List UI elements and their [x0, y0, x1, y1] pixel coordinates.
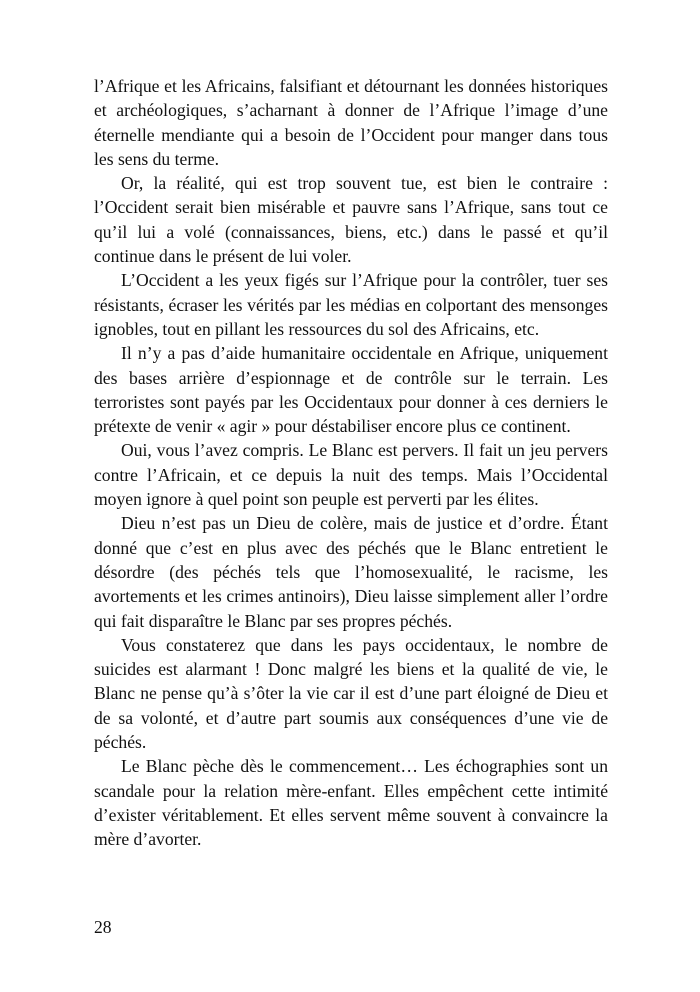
paragraph-2: Or, la réalité, qui est trop souvent tue, est bien le contraire : l’Occident serait bien misérable et pauvre sans l’Afrique, sans tout ce qu’il lui a volé (connaissances, biens, etc.) dans le passé et qu’il continue dans le présent de lui voler.: [94, 173, 608, 267]
body-text: [94, 74, 608, 852]
page-number: 28: [94, 917, 112, 937]
paragraph-6: Dieu n’est pas un Dieu de colère, mais de justice et d’ordre. Étant donné que c’est en plus avec des péchés que le Blanc entretient le désordre (des péchés tels que l’homosexualité, le racisme, les avortements et les crimes antinoirs), Dieu laisse simplement aller l’ordre qui fait disparaître le Blanc par ses propres péchés.: [94, 513, 608, 631]
paragraph-8: Le Blanc pèche dès le commencement… Les échographies sont un scandale pour la relation mère-enfant. Elles empêchent cette intimité d’exister véritablement. Et elles servent même souvent à convaincre la mère d’avorter.: [94, 756, 608, 850]
paragraph-4: Il n’y a pas d’aide humanitaire occidentale en Afrique, uniquement des bases arrière d’espionnage et de contrôle sur le terrain. Les terroristes sont payés par les Occidentaux pour donner à ces derniers le prétexte de venir « agir » pour déstabiliser encore plus ce continent.: [94, 343, 608, 437]
paragraph-7: Vous constaterez que dans les pays occidentaux, le nombre de suicides est alarmant ! Donc malgré les biens et la qualité de vie, le Blanc ne pense qu’à s’ôter la vie car il est d’une part éloigné de Dieu et de sa volonté, et d’autre part soumis aux conséquences d’une vie de péchés.: [94, 634, 608, 753]
paragraph-3: L’Occident a les yeux figés sur l’Afrique pour la contrôler, tuer ses résistants, écraser les vérités par les médias en colportant des mensonges ignobles, tout en pillant les ressources du sol des Africains, etc.: [94, 270, 608, 339]
paragraph-5: Oui, vous l’avez compris. Le Blanc est pervers. Il fait un jeu pervers contre l’Africain, et ce depuis la nuit des temps. Mais l’Occidental moyen ignore à quel point son peuple est perverti par les élites.: [94, 440, 608, 510]
paragraph-1: l’Afrique et les Africains, falsifiant et détournant les données historiques et archéologiques, s’acharnant à donner de l’Afrique l’image d’une éternelle mendiante qui a besoin de l’Occident pour manger dans tous les sens du terme.: [94, 76, 608, 169]
